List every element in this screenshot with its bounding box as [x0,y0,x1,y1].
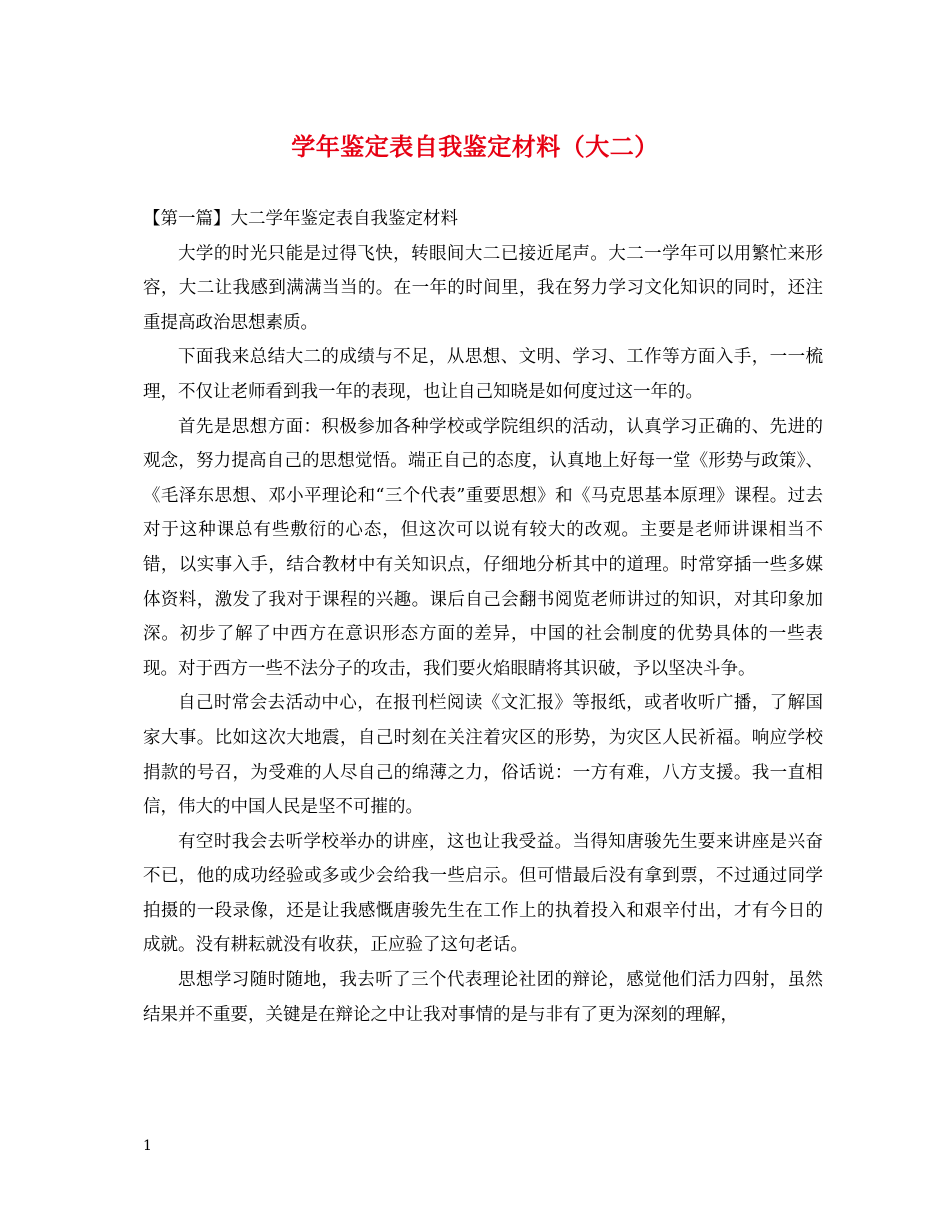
section-heading: 【第一篇】大二学年鉴定表自我鉴定材料 [143,209,458,229]
paragraph-5: 有空时我会去听学校举办的讲座，这也让我受益。当得知唐骏先生要来讲座是兴奋不已，他的成功经验或多或少会给我一些启示。但可惜最后没有拿到票，不过通过同学拍摄的一段录像，还是让我感慨唐骏先生在工作上的执着投入和艰辛付出，才有今日的成就。没有耕耘就没有收获，正应验了这句老话。 [143,831,823,956]
page-number: 1 [143,1138,152,1154]
paragraph-6: 思想学习随时随地，我去听了三个代表理论社团的辩论，感觉他们活力四射，虽然结果并不重要，关键是在辩论之中让我对事情的是与非有了更为深刻的理解， [143,970,823,1025]
document-body [143,202,823,1032]
paragraph-2: 下面我来总结大二的成绩与不足，从思想、文明、学习、工作等方面入手，一一梳理，不仅让老师看到我一年的表现，也让自己知晓是如何度过这一年的。 [143,347,823,402]
document-title: 学年鉴定表自我鉴定材料（大二） [291,132,659,161]
paragraph-4: 自己时常会去活动中心，在报刊栏阅读《文汇报》等报纸，或者收听广播，了解国家大事。比如这次大地震，自己时刻在关注着灾区的形势，为灾区人民祈福。响应学校捐款的号召，为受难的人尽自己的绵薄之力，俗话说：一方有难，八方支援。我一直相信，伟大的中国人民是坚不可摧的。 [143,693,823,818]
paragraph-3: 首先是思想方面：积极参加各种学校或学院组织的活动，认真学习正确的、先进的观念，努力提高自己的思想觉悟。端正自己的态度，认真地上好每一堂《形势与政策》、《毛泽东思想、邓小平理论和“三个代表”重要思想》和《马克思基本原理》课程。过去对于这种课总有些敷衍的心态，但这次可以说有较大的改观。主要是老师讲课相当不错，以实事入手，结合教材中有关知识点，仔细地分析其中的道理。时常穿插一些多媒体资料，激发了我对于课程的兴趣。课后自己会翻书阅览老师讲过的知识，对其印象加深。初步了解了中西方在意识形态方面的差异，中国的社会制度的优势具体的一些表现。对于西方一些不法分子的攻击，我们要火焰眼睛将其识破，予以坚决斗争。 [143,416,823,679]
paragraph-1: 大学的时光只能是过得飞快，转眼间大二已接近尾声。大二一学年可以用繁忙来形容，大二让我感到满满当当的。在一年的时间里，我在努力学习文化知识的同时，还注重提高政治思想素质。 [143,243,823,333]
